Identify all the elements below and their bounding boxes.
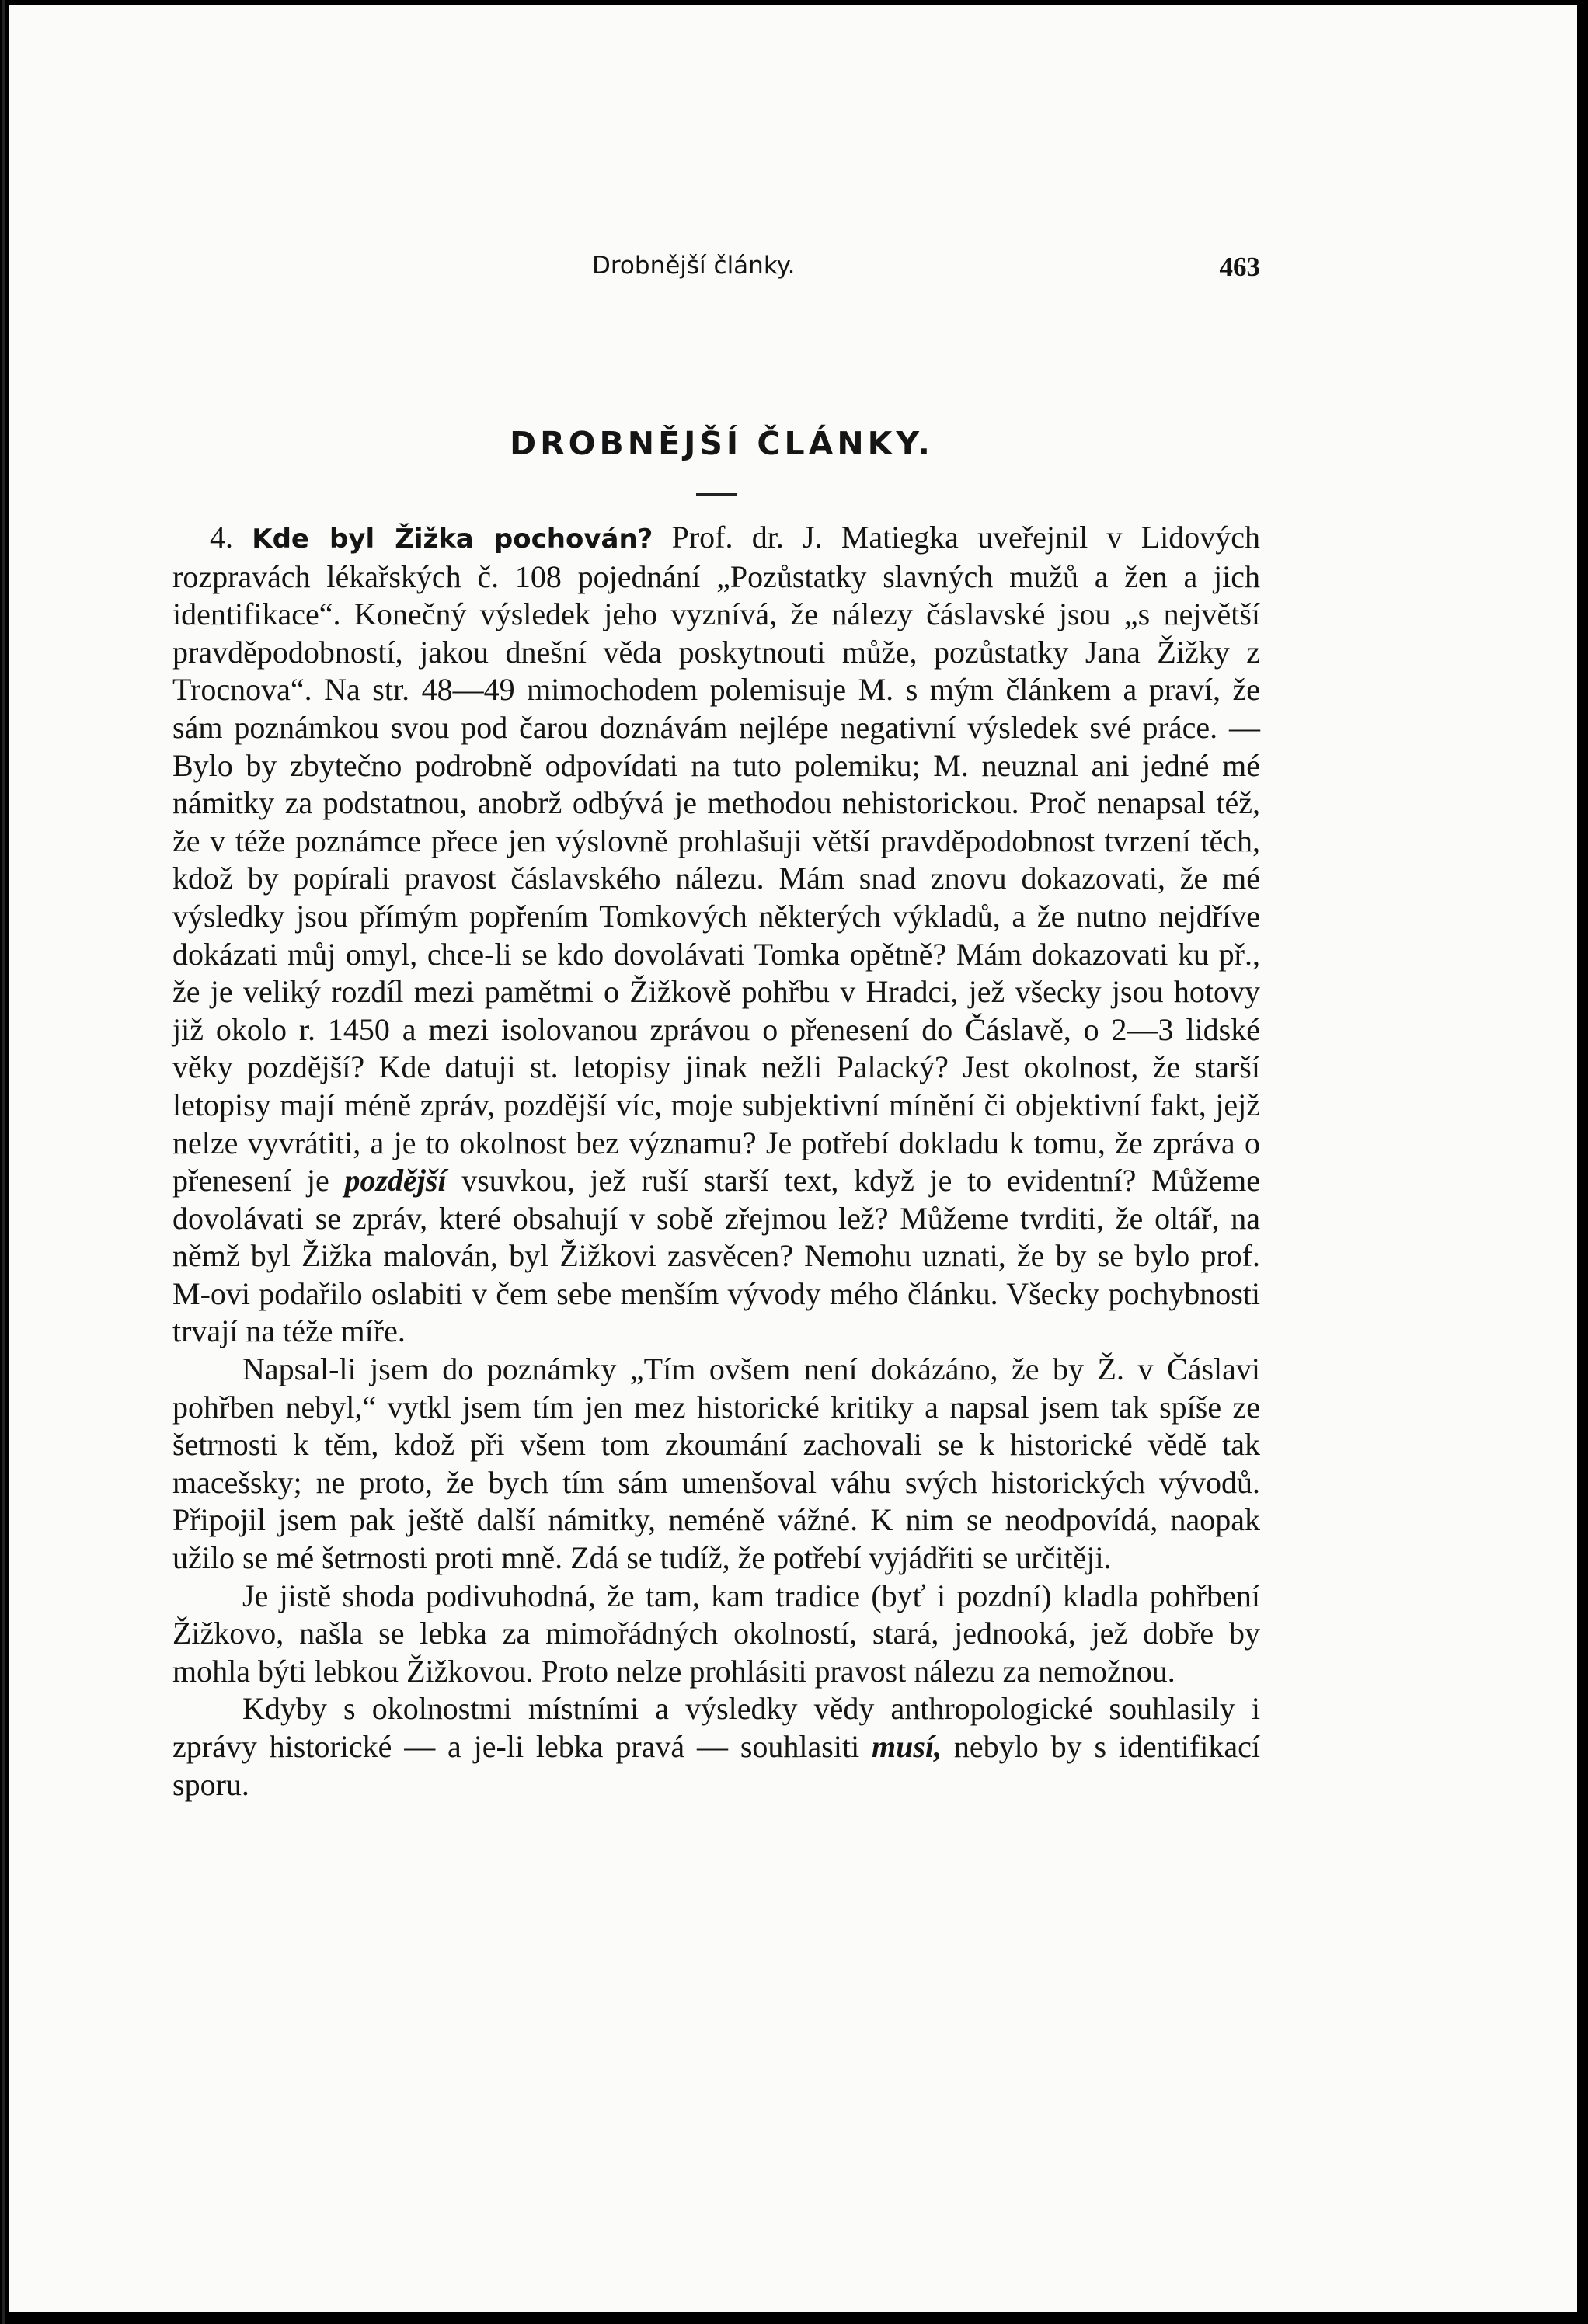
title-rule	[696, 493, 737, 496]
paragraph-1	[172, 519, 1260, 1351]
scan-edge-line	[2, 0, 5, 2324]
section-title: DROBNĚJŠÍ ČLÁNKY.	[510, 425, 934, 462]
page-number: 463	[1219, 252, 1260, 282]
paragraph-1-emphasis: pozdější	[344, 1163, 447, 1199]
paragraph-3: Je jistě shoda podivuhodná, že tam, kam tradice (byť i pozdní) kladla pohřbení Žižkovo, našla se lebka za mimořádných okolností, stará, jednooká, jež dobře by mohla býti lebkou Žižkovou. Proto nelze prohlásiti pravost nálezu za nemožnou.	[172, 1578, 1260, 1689]
page-content	[172, 252, 1260, 1804]
article-body	[172, 519, 1260, 1804]
running-head	[172, 252, 1260, 298]
paragraph-4-text-a: Kdyby s okolnostmi místními a výsledky vědy anthropologické souhlasily i zprávy historické — a je-li lebka pravá — souhlasiti	[172, 1691, 1260, 1764]
article-heading: Kde byl Žižka pochován?	[252, 524, 653, 555]
article-number: 4.	[210, 520, 233, 555]
paragraph-2: Napsal-li jsem do poznámky „Tím ovšem není dokázáno, že by Ž. v Čáslavi pohřben nebyl,“ vytkl jsem tím jen mez historické kritiky a napsal jsem tak spíše ze šetrnosti k těm, kdož při všem tom zkoumání zachovali se k historické vědě tak macešsky; ne proto, že bych tím sám umenšoval váhu svých historických vývodů. Připojil jsem pak ještě další námitky, neméně vážné. K nim se neodpovídá, naopak užilo se mé šetrnosti proti mně. Zdá se tudíž, že potřebí vyjádřiti se určitěji.	[172, 1352, 1260, 1576]
paragraph-1-text-a: Prof. dr. J. Matiegka uveřejnil v Lidových rozpravách lékařských č. 108 pojednání „Pozůstatky slavných mužů a žen a jich identifikace“. Konečný výsledek jeho vyznívá, že nálezy čáslavské jsou „s největší pravděpodobností, jakou dnešní věda poskytnouti může, pozůstatky Jana Žižky z Trocnova“. Na str. 48—49 mimochodem polemisuje M. s mým článkem a praví, že sám poznámkou svou pod čarou doznávám nejlépe negativní výsledek své práce. — Bylo by zbytečno podrobně odpovídati na tuto polemiku; M. neuznal ani jedné mé námitky za podstatnou, anobrž odbývá je methodou nehistorickou. Proč nenapsal též, že v téže poznámce přece jen výslovně prohlašuji větší pravděpodobnost tvrzení těch, kdož by popírali pravost čáslavského nálezu. Mám snad znovu dokazovati, že mé výsledky jsou přímým popřením Tomkových některých výkladů, a že nutno nejdříve dokázati můj omyl, chce-li se kdo dovolávati Tomka opětně? Mám dokazovati ku př., že je veliký rozdíl mezi pamětmi o Žižkově pohřbu v Hradci, jež všecky jsou hotovy již okolo r. 1450 a mezi isolovanou zprávou o přenesení do Čáslavě, o 2—3 lidské věky pozdější? Kde datuji st. letopisy jinak nežli Palacký? Jest okolnost, že starší letopisy mají méně zpráv, pozdější víc, moje subjektivní mínění či objektivní fakt, jejž nelze vyvrátiti, a je to okolnost bez významu? Je potřebí dokladu k tomu, že zpráva o přenesení je	[172, 520, 1261, 1199]
running-head-title: Drobnější články.	[592, 252, 796, 280]
paragraph-4-emphasis: musí,	[872, 1729, 942, 1764]
paragraph-1-text-b: vsuvkou, jež ruší starší text, když je to evidentní? Můžeme dovolávati se zpráv, které obsahují v sobě zřejmou lež? Můžeme tvrditi, že oltář, na němž byl Žižka malován, byl Žižkovi zasvěcen? Nemohu uznati, že by se bylo prof. M-ovi podařilo oslabiti v čem sebe menším vývody mého článku. Všecky pochybnosti trvají na téže míře.	[172, 1163, 1260, 1349]
book-page	[9, 5, 1577, 2312]
paragraph-4-text-b: nebylo by s identifikací sporu.	[172, 1729, 1260, 1802]
paragraph-4	[172, 1690, 1260, 1804]
